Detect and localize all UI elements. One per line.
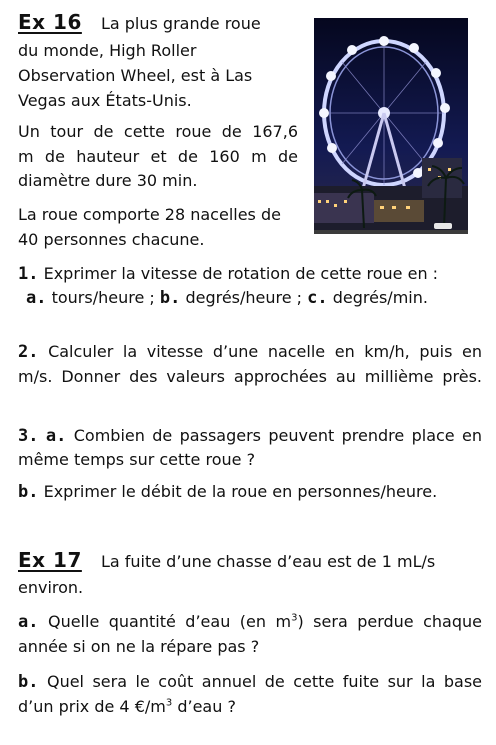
- exercise-17-qa-line-1: a. Quelle quantité d’eau (en $m^3$) sera perdue chaque: [18, 612, 483, 632]
- exercise-17-qb-line-1: b. Quel sera le coût annuel de cette fuite sur la base: [18, 672, 482, 692]
- exercise-16-label: Ex 16: [18, 10, 82, 34]
- nacelles-line-2: 40 personnes chacune.: [18, 230, 205, 249]
- question-3b-letter: b.: [18, 482, 39, 502]
- question-3a-line-1: 3. a. Combien de passagers peuvent prendre place en: [18, 426, 482, 446]
- exercise-17-qb-letter: b.: [18, 672, 39, 692]
- question-1b-letter: b.: [159, 288, 181, 308]
- question-2-line-1: 2. Calculer la vitesse d’une nacelle en km/h, puis en: [18, 342, 482, 362]
- nacelles-line-1: La roue comporte 28 nacelles de: [18, 205, 281, 224]
- tour-line-2: m de hauteur et de 160 m de: [18, 147, 298, 166]
- exercise-17-qa-line-2: année si on ne la répare pas ?: [18, 637, 260, 656]
- question-3a-line-2: même temps sur cette roue ?: [18, 450, 256, 469]
- exercise-17-qb-line-2: d’un prix de 4 $€/m^3$ d’eau ?: [18, 697, 236, 716]
- question-1: [18, 261, 488, 287]
- exercise-17-intro-line-2: environ.: [18, 578, 84, 597]
- question-1c-letter: c.: [307, 288, 328, 308]
- question-1b-text: degrés/heure ;: [185, 288, 303, 307]
- question-1-number: 1.: [18, 264, 39, 284]
- question-2-number: 2.: [18, 342, 39, 362]
- question-2-line-2: m/s. Donner des valeurs approchées au millième près.: [18, 367, 482, 386]
- question-1-text: Exprimer la vitesse de rotation de cette roue en :: [43, 264, 439, 283]
- exercise-17-label: Ex 17: [18, 548, 82, 572]
- intro-line-2: du monde, High Roller: [18, 41, 197, 60]
- high-roller-photo: [314, 18, 468, 234]
- question-1a-text: tours/heure ;: [51, 288, 155, 307]
- exercise-17-qa-letter: a.: [18, 612, 39, 632]
- question-1c-text: degrés/min.: [332, 288, 428, 307]
- intro-line-1: La plus grande roue: [100, 14, 261, 33]
- question-1a-letter: a.: [26, 288, 47, 308]
- intro-line-4: Vegas aux États-Unis.: [18, 91, 192, 110]
- exercise-17-intro-line-1: La fuite d’une chasse d’eau est de 1 mL/s: [100, 552, 436, 571]
- question-1-parts: [26, 285, 486, 311]
- tour-line-1: Un tour de cette roue de 167,6: [18, 122, 298, 141]
- intro-line-3: Observation Wheel, est à Las: [18, 66, 253, 85]
- question-3-number: 3.: [18, 426, 39, 446]
- question-3b: b. Exprimer le débit de la roue en personnes/heure.: [18, 482, 438, 502]
- tour-line-3: diamètre dure 30 min.: [18, 171, 198, 190]
- question-3a-letter: a.: [45, 426, 67, 446]
